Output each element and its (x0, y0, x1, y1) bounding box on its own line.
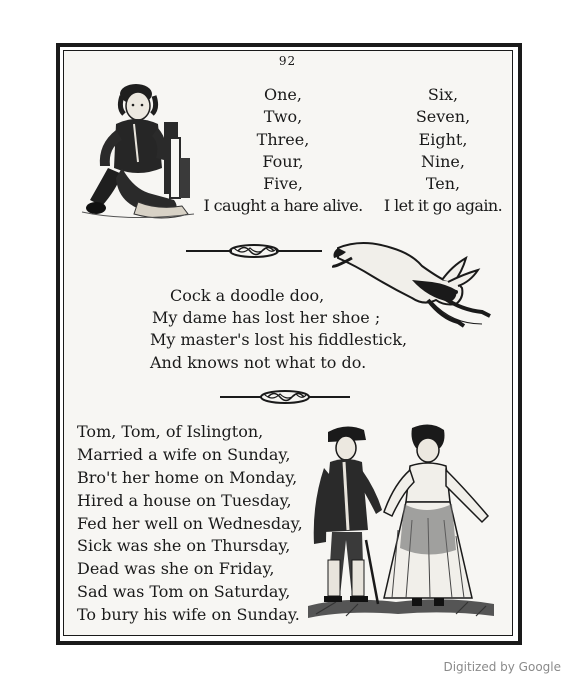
poem-line: Fed her well on Wednesday, (77, 513, 303, 533)
counting-right-column (378, 84, 508, 218)
poem-line: Tom, Tom, of Islington, (77, 422, 264, 441)
counting-line: Three, (256, 129, 310, 149)
ornament-divider (220, 386, 350, 408)
boy-woodcut-illustration (78, 82, 196, 228)
poem-line: Married a wife on Sunday, (77, 444, 291, 464)
poem-line: My dame has lost her shoe ; (152, 308, 381, 328)
poem-line: Bro't her home on Monday, (77, 467, 298, 487)
tom-of-islington-poem (77, 421, 303, 627)
counting-line: I caught a hare alive. (203, 196, 363, 216)
counting-line: Nine, (421, 151, 465, 171)
counting-line: I let it go again. (383, 196, 503, 216)
page-number: 92 (278, 54, 297, 68)
counting-line: Seven, (415, 107, 471, 127)
counting-left-column (203, 84, 363, 218)
poem-line: Sick was she on Thursday, (77, 536, 291, 556)
poem-line: And knows not what to do. (150, 352, 367, 372)
counting-line: Five, (263, 174, 303, 194)
poem-line: Hired a house on Tuesday, (77, 490, 292, 510)
counting-line: One, (264, 85, 302, 104)
counting-line: Ten, (425, 174, 461, 194)
counting-line: Four, (262, 151, 304, 171)
poem-line: My master's lost his fiddlestick, (150, 330, 408, 350)
cock-a-doodle-poem (150, 285, 407, 374)
counting-line: Two, (263, 107, 303, 127)
counting-line: Six, (427, 85, 459, 104)
counting-line: Eight, (418, 129, 468, 149)
poem-line: Dead was she on Friday, (77, 559, 275, 579)
poem-line: Sad was Tom on Saturday, (77, 582, 291, 602)
poem-line: To bury his wife on Sunday. (77, 605, 300, 625)
ornament-divider (186, 240, 322, 262)
digitized-by-google-watermark: Digitized by Google (443, 660, 561, 674)
poem-line: Cock a doodle doo, (170, 286, 325, 305)
couple-woodcut-illustration (306, 420, 496, 624)
